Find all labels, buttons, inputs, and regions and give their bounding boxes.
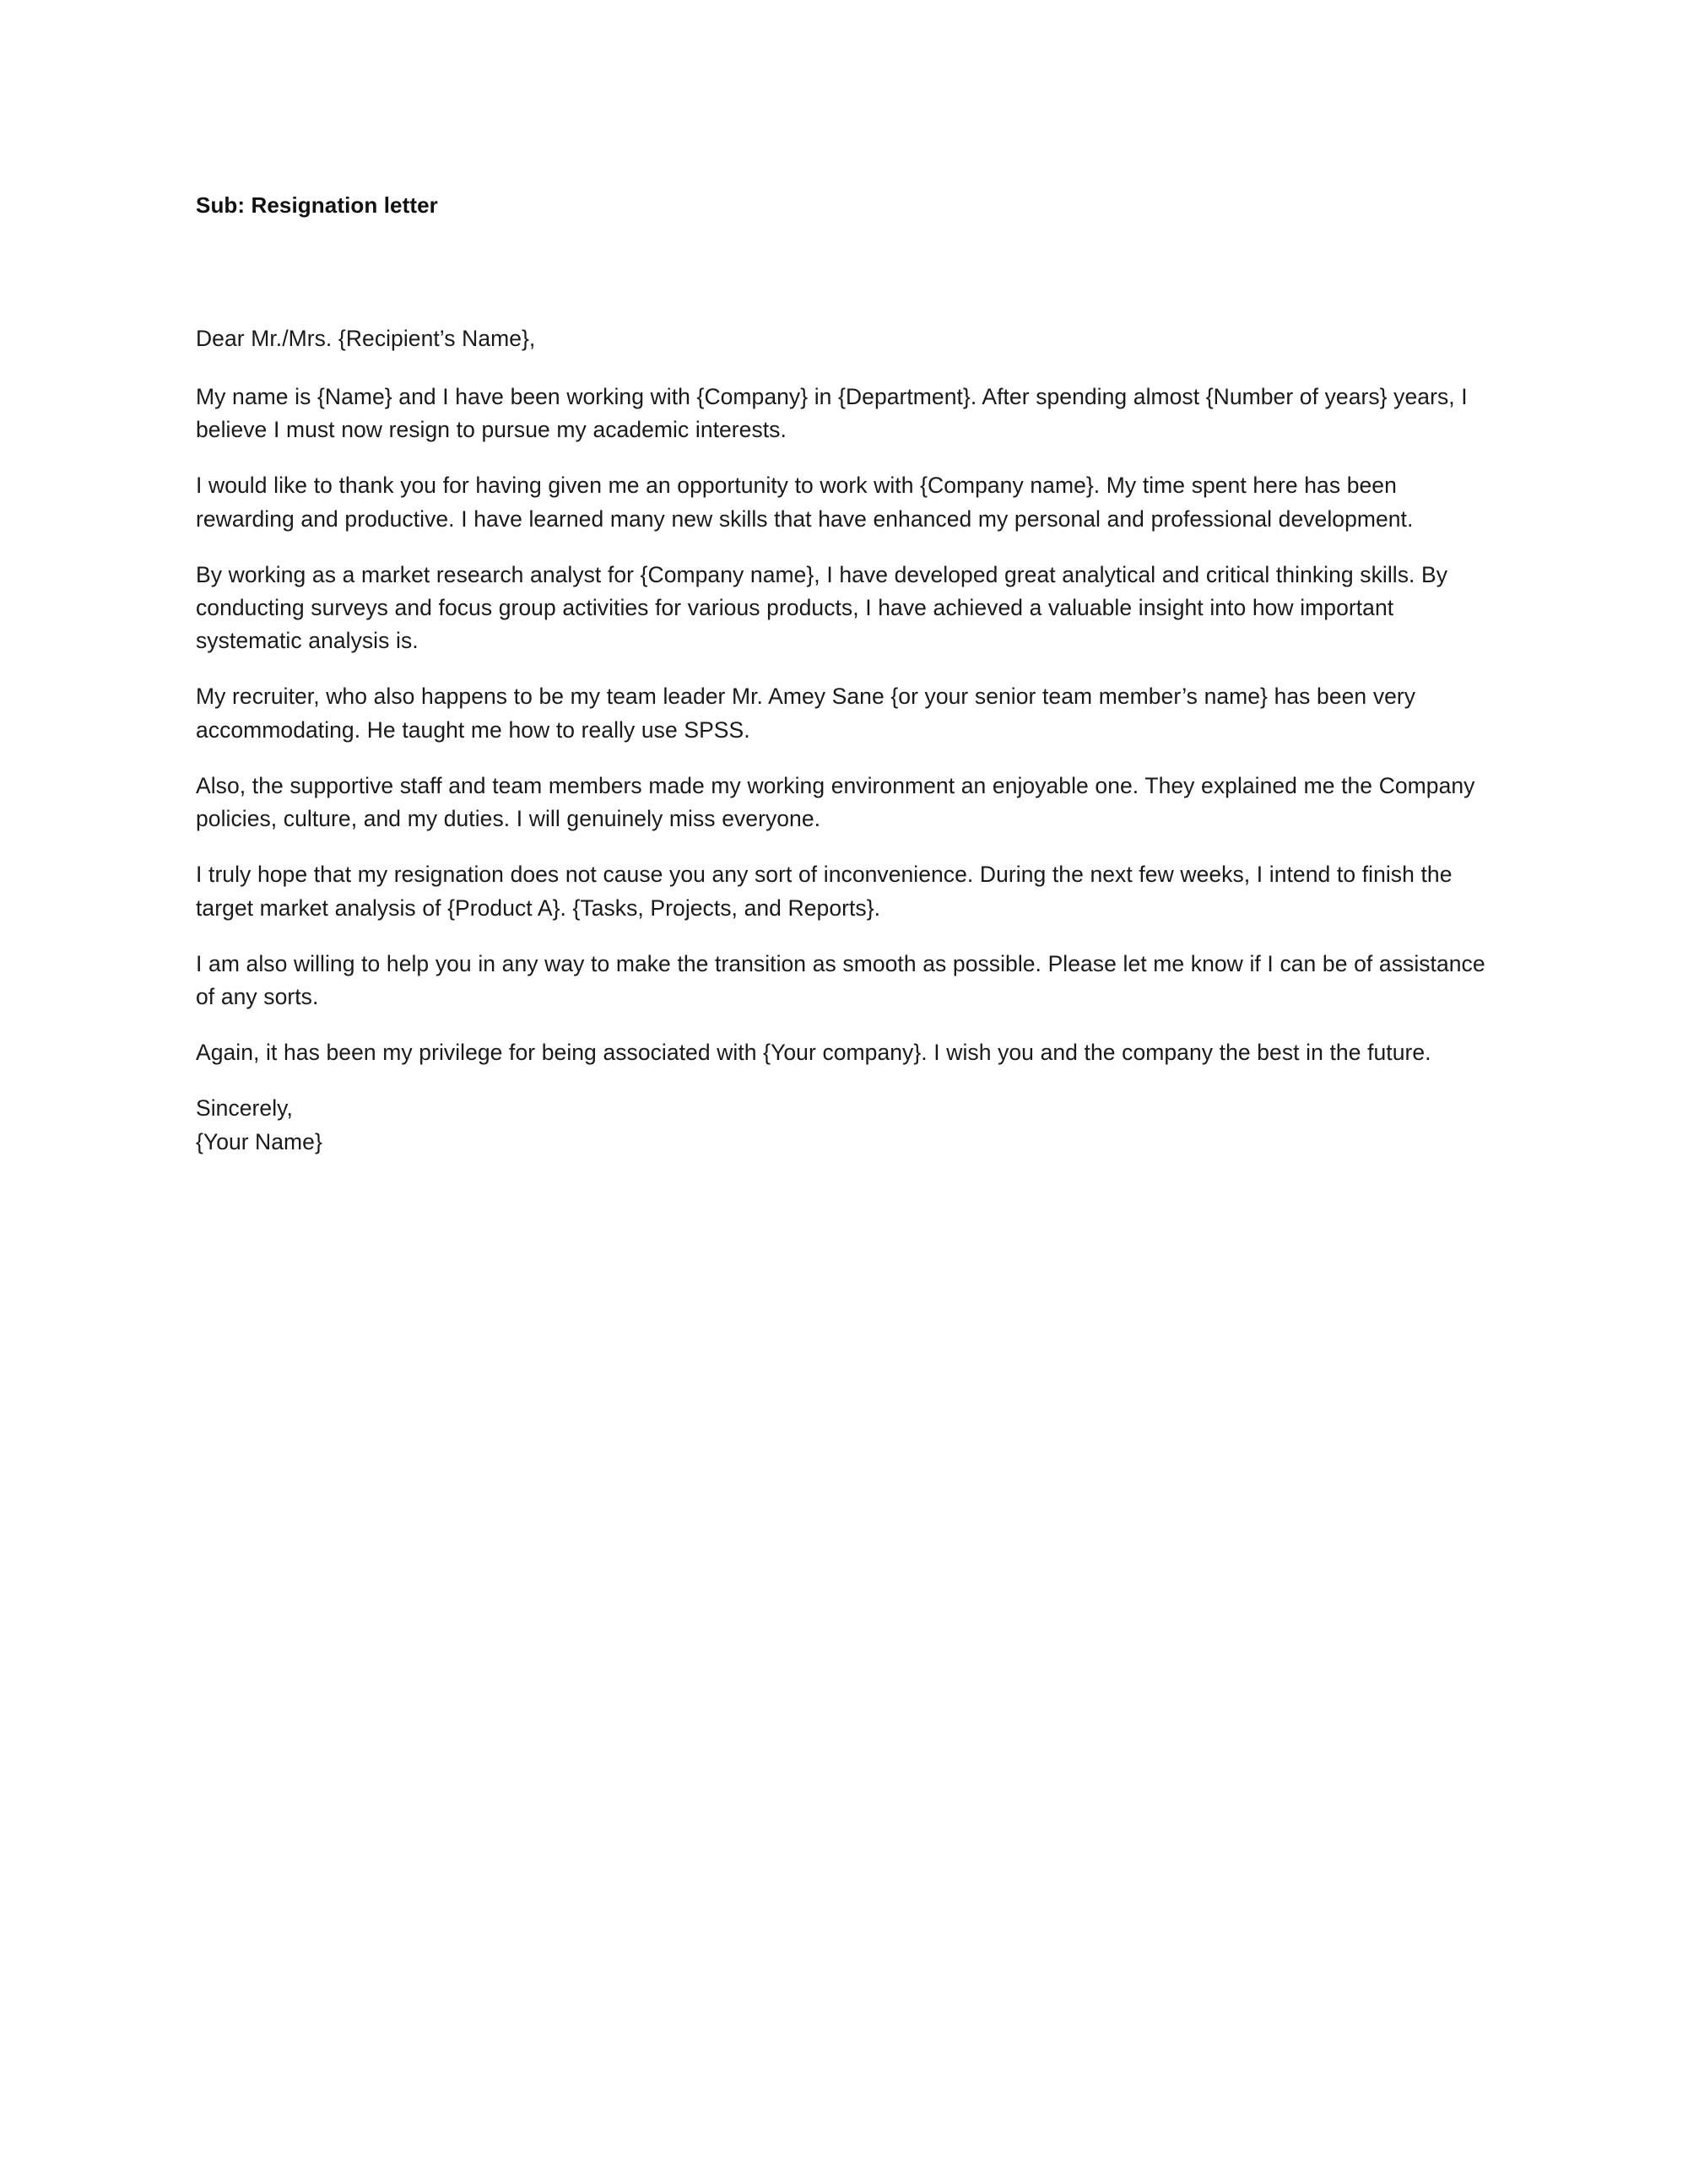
body-paragraph-6: I truly hope that my resignation does not cause you any sort of inconvenience. During the next few weeks, I intend to finish the target market analysis of {Product A}. {Tasks, Projects, and Reports}. (196, 862, 1453, 921)
body-paragraph-2: I would like to thank you for having given me an opportunity to work with {Company name}. My time spent here has been rewarding and productive. I have learned many new skills that have enhanced my personal and professional development. (196, 473, 1414, 532)
body-paragraph-4: My recruiter, who also happens to be my team leader Mr. Amey Sane {or your senior team member’s name} has been very accommodating. He taught me how to really use SPSS. (196, 684, 1416, 743)
salutation-block (196, 322, 1485, 1159)
signature-name: {Your Name} (196, 1128, 322, 1154)
subject-line: Sub: Resignation letter (196, 192, 438, 218)
body-paragraph-7: I am also willing to help you in any way to make the transition as smooth as possible. Please let me know if I can be of assistance of any sorts. (196, 950, 1485, 1009)
body-paragraph-5: Also, the supportive staff and team members made my working environment an enjoyable one. They explained me the Company policies, culture, and my duties. I will genuinely miss everyone. (196, 772, 1475, 832)
body-paragraph-1: My name is {Name} and I have been working with {Company} in {Department}. After spending almost {Number of years} years, I believe I must now resign to pursue my academic interests. (196, 383, 1468, 443)
closing-block (196, 1092, 1485, 1158)
letter-body (196, 192, 1485, 1159)
body-paragraph-3: By working as a market research analyst for {Company name}, I have developed great analytical and critical thinking skills. By conducting surveys and focus group activities for various products, I have achieved a valuable insight into how important systematic analysis is. (196, 561, 1448, 654)
body-paragraph-8: Again, it has been my privilege for being associated with {Your company}. I wish you and the company the best in the future. (196, 1040, 1431, 1066)
salutation-line: Dear Mr./Mrs. {Recipient’s Name}, (196, 325, 536, 351)
valediction: Sincerely, (196, 1095, 293, 1122)
